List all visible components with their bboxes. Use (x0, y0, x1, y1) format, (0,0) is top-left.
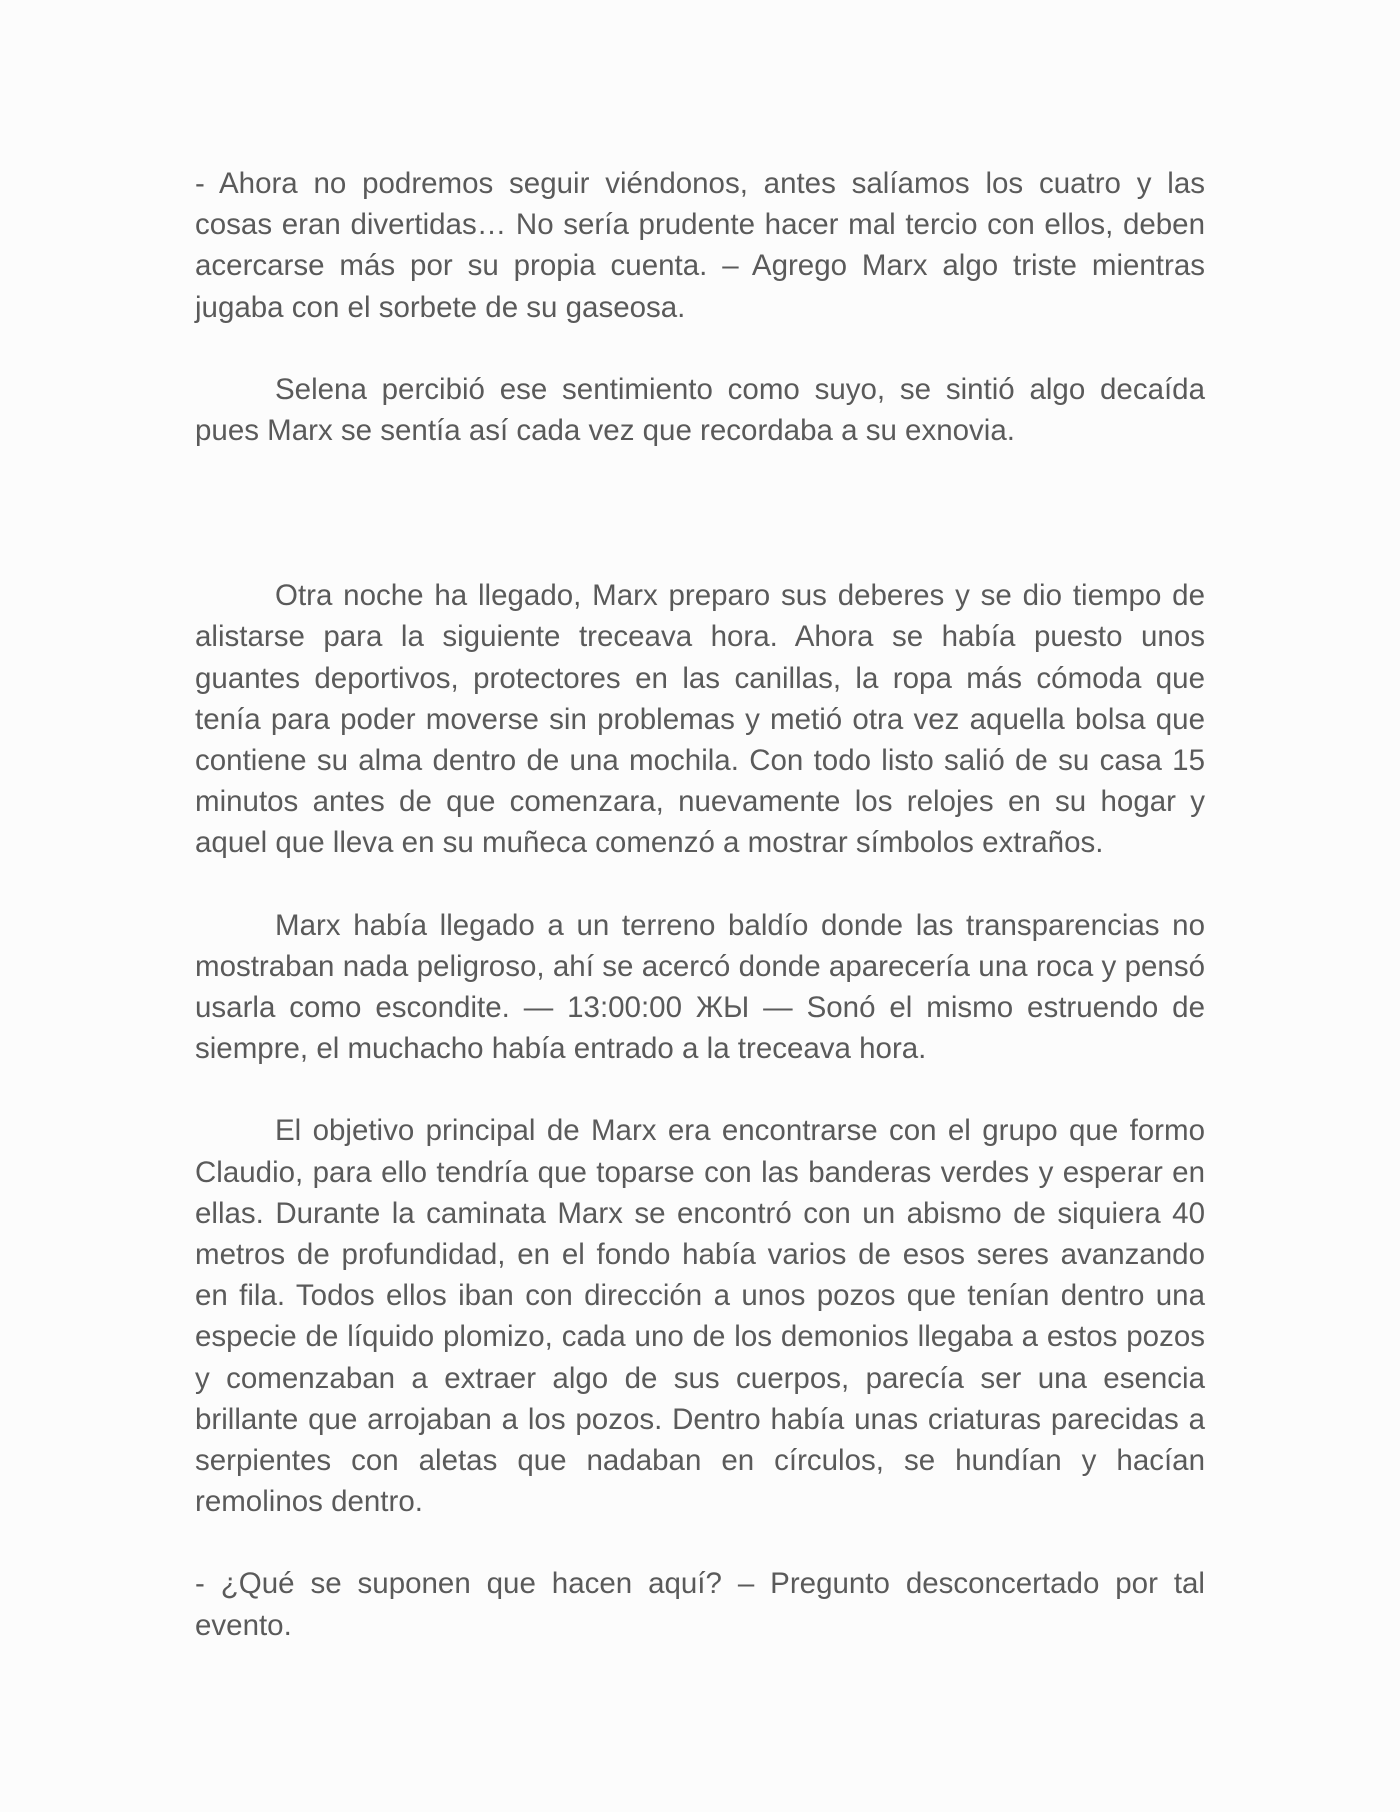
dialogue-paragraph-2: - ¿Qué se suponen que hacen aquí? – Pregunto desconcertado por tal evento. (195, 1567, 1205, 1642)
page-body (195, 163, 1205, 1646)
narrative-paragraph-1: Selena percibió ese sentimiento como suyo, se sintió algo decaída pues Marx se sentía así cada vez que recordaba a su exnovia. (195, 372, 1205, 448)
narrative-paragraph-4: El objetivo principal de Marx era encontrarse con el grupo que formo Claudio, para ello tendría que toparse con las banderas verdes y esperar en ellas. Durante la caminata Marx se encontró con un abismo de siquiera 40 metros de profundidad, en el fondo había varios de esos seres avanzando en fila. Todos ellos iban con dirección a unos pozos que tenían dentro una especie de líquido plomizo, cada uno de los demonios llegaba a estos pozos y comenzaban a extraer algo de sus cuerpos, parecía ser una esencia brillante que arrojaban a los pozos. Dentro había unas criaturas parecidas a serpientes con aletas que nadaban en círculos, se hundían y hacían remolinos dentro. (195, 1114, 1205, 1519)
dialogue-paragraph-1: - Ahora no podremos seguir viéndonos, antes salíamos los cuatro y las cosas eran divertidas… No sería prudente hacer mal tercio con ellos, deben acercarse más por su propia cuenta. – Agrego Marx algo triste mientras jugaba con el sorbete de su gaseosa. (195, 167, 1205, 324)
narrative-paragraph-2: Otra noche ha llegado, Marx preparo sus deberes y se dio tiempo de alistarse para la siguiente treceava hora. Ahora se había puesto unos guantes deportivos, protectores en las canillas, la ropa más cómoda que tenía para poder moverse sin problemas y metió otra vez aquella bolsa que contiene su alma dentro de una mochila. Con todo listo salió de su casa 15 minutos antes de que comenzara, nuevamente los relojes en su hogar y aquel que lleva en su muñeca comenzó a mostrar símbolos extraños. (195, 579, 1205, 860)
narrative-paragraph-3: Marx había llegado a un terreno baldío donde las transparencias no mostraban nada peligroso, ahí se acercó donde aparecería una roca y pensó usarla como escondite. — 13:00:00 ЖЫ — Sonó el mismo estruendo de siempre, el muchacho había entrado a la treceava hora. (195, 908, 1205, 1066)
